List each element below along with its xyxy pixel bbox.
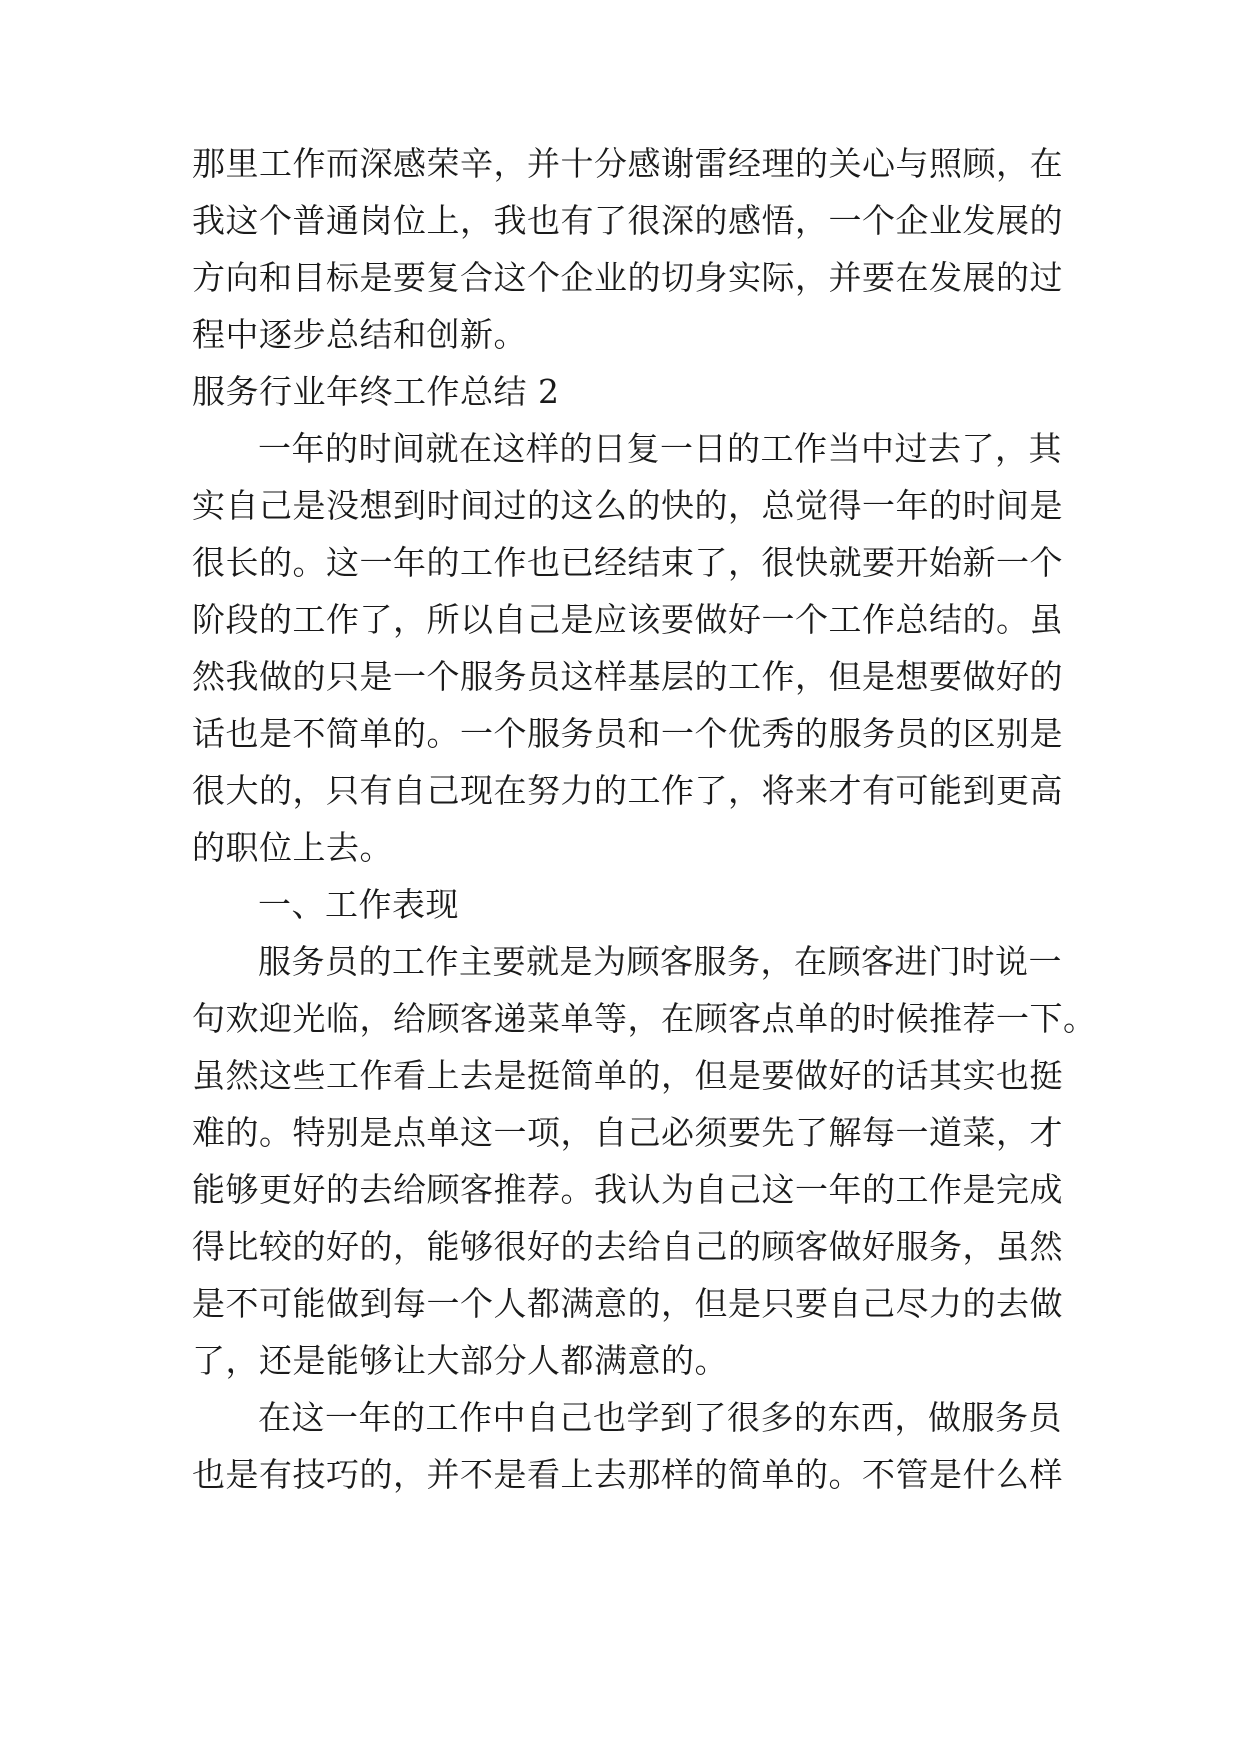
text-line: 难的。特别是点单这一项，自己必须要先了解每一道菜，才 — [192, 1113, 1063, 1152]
text-line: 然我做的只是一个服务员这样基层的工作，但是想要做好的 — [192, 657, 1063, 696]
text-line: 虽然这些工作看上去是挺简单的，但是要做好的话其实也挺 — [192, 1056, 1063, 1095]
section-title: 服务行业年终工作总结 2 — [192, 372, 560, 411]
text-line: 是不可能做到每一个人都满意的，但是只要自己尽力的去做 — [192, 1284, 1063, 1323]
text-line: 能够更好的去给顾客推荐。我认为自己这一年的工作是完成 — [192, 1170, 1063, 1209]
text-line: 一年的时间就在这样的日复一日的工作当中过去了，其 — [258, 429, 1062, 468]
text-line: 句欢迎光临，给顾客递菜单等，在顾客点单的时候推荐一下。 — [192, 999, 1097, 1038]
text-line: 我这个普通岗位上，我也有了很深的感悟，一个企业发展的 — [192, 201, 1063, 240]
text-line: 方向和目标是要复合这个企业的切身实际，并要在发展的过 — [192, 258, 1063, 297]
text-line: 很长的。这一年的工作也已经结束了，很快就要开始新一个 — [192, 543, 1063, 582]
text-line: 了，还是能够让大部分人都满意的。 — [192, 1341, 728, 1380]
text-line: 得比较的好的，能够很好的去给自己的顾客做好服务，虽然 — [192, 1227, 1063, 1266]
text-line: 的职位上去。 — [192, 828, 393, 867]
text-line: 阶段的工作了，所以自己是应该要做好一个工作总结的。虽 — [192, 600, 1063, 639]
text-line: 程中逐步总结和创新。 — [192, 315, 527, 354]
text-line: 很大的，只有自己现在努力的工作了，将来才有可能到更高 — [192, 771, 1063, 810]
text-line: 也是有技巧的，并不是看上去那样的简单的。不管是什么样 — [192, 1455, 1063, 1494]
text-line: 在这一年的工作中自己也学到了很多的东西，做服务员 — [258, 1398, 1062, 1437]
text-line: 服务员的工作主要就是为顾客服务，在顾客进门时说一 — [258, 942, 1062, 981]
text-line: 话也是不简单的。一个服务员和一个优秀的服务员的区别是 — [192, 714, 1063, 753]
text-line: 实自己是没想到时间过的这么的快的，总觉得一年的时间是 — [192, 486, 1063, 525]
text-line: 那里工作而深感荣辛，并十分感谢雷经理的关心与照顾，在 — [192, 144, 1063, 183]
subsection-heading: 一、工作表现 — [258, 885, 459, 924]
